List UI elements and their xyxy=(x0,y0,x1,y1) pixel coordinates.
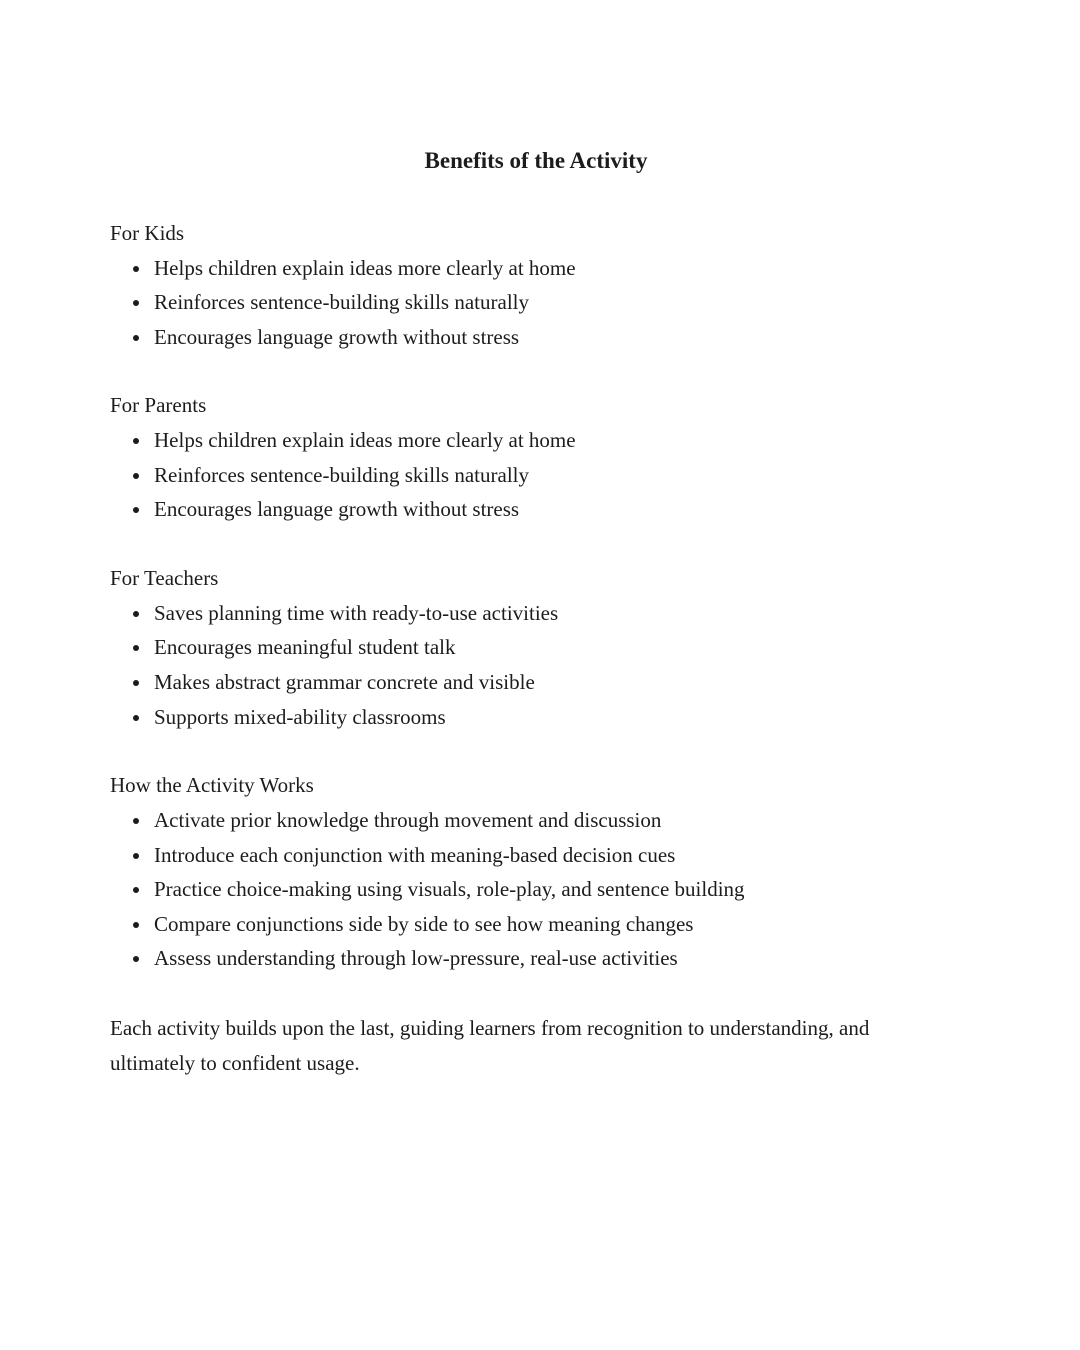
list-item: • Encourages meaningful student talk xyxy=(152,630,962,665)
list-item: • Reinforces sentence-building skills naturally xyxy=(152,285,962,320)
section-for-teachers xyxy=(110,561,962,734)
closing-paragraph: Each activity builds upon the last, guiding learners from recognition to understanding, and ultimately to confident usage. xyxy=(110,1016,870,1075)
section-heading: For Parents xyxy=(110,393,207,418)
list-item: • Encourages language growth without stress xyxy=(152,492,962,527)
list-item: • Activate prior knowledge through movement and discussion xyxy=(152,803,962,838)
list-item: • Helps children explain ideas more clearly at home xyxy=(152,423,962,458)
list-item: • Makes abstract grammar concrete and visible xyxy=(152,665,962,700)
bullet-list xyxy=(110,423,962,527)
section-how-activity-works xyxy=(110,768,962,976)
list-item: • Practice choice-making using visuals, role-play, and sentence building xyxy=(152,872,962,907)
bullet-list xyxy=(110,251,962,355)
list-item: • Introduce each conjunction with meaning-based decision cues xyxy=(152,838,962,873)
list-item: • Reinforces sentence-building skills naturally xyxy=(152,458,962,493)
bullet-list xyxy=(110,596,962,735)
list-item: • Compare conjunctions side by side to see how meaning changes xyxy=(152,907,962,942)
list-item: • Helps children explain ideas more clearly at home xyxy=(152,251,962,286)
list-item: • Encourages language growth without stress xyxy=(152,320,962,355)
list-item: • Assess understanding through low-pressure, real-use activities xyxy=(152,941,962,976)
section-heading: For Teachers xyxy=(110,566,219,591)
list-item: • Supports mixed-ability classrooms xyxy=(152,700,962,735)
section-for-parents xyxy=(110,388,962,527)
list-item: • Saves planning time with ready-to-use activities xyxy=(152,596,962,631)
page-title: Benefits of the Activity xyxy=(424,148,648,173)
section-heading: How the Activity Works xyxy=(110,773,314,798)
section-for-kids xyxy=(110,216,962,355)
section-heading: For Kids xyxy=(110,220,185,245)
bullet-list xyxy=(110,803,962,976)
